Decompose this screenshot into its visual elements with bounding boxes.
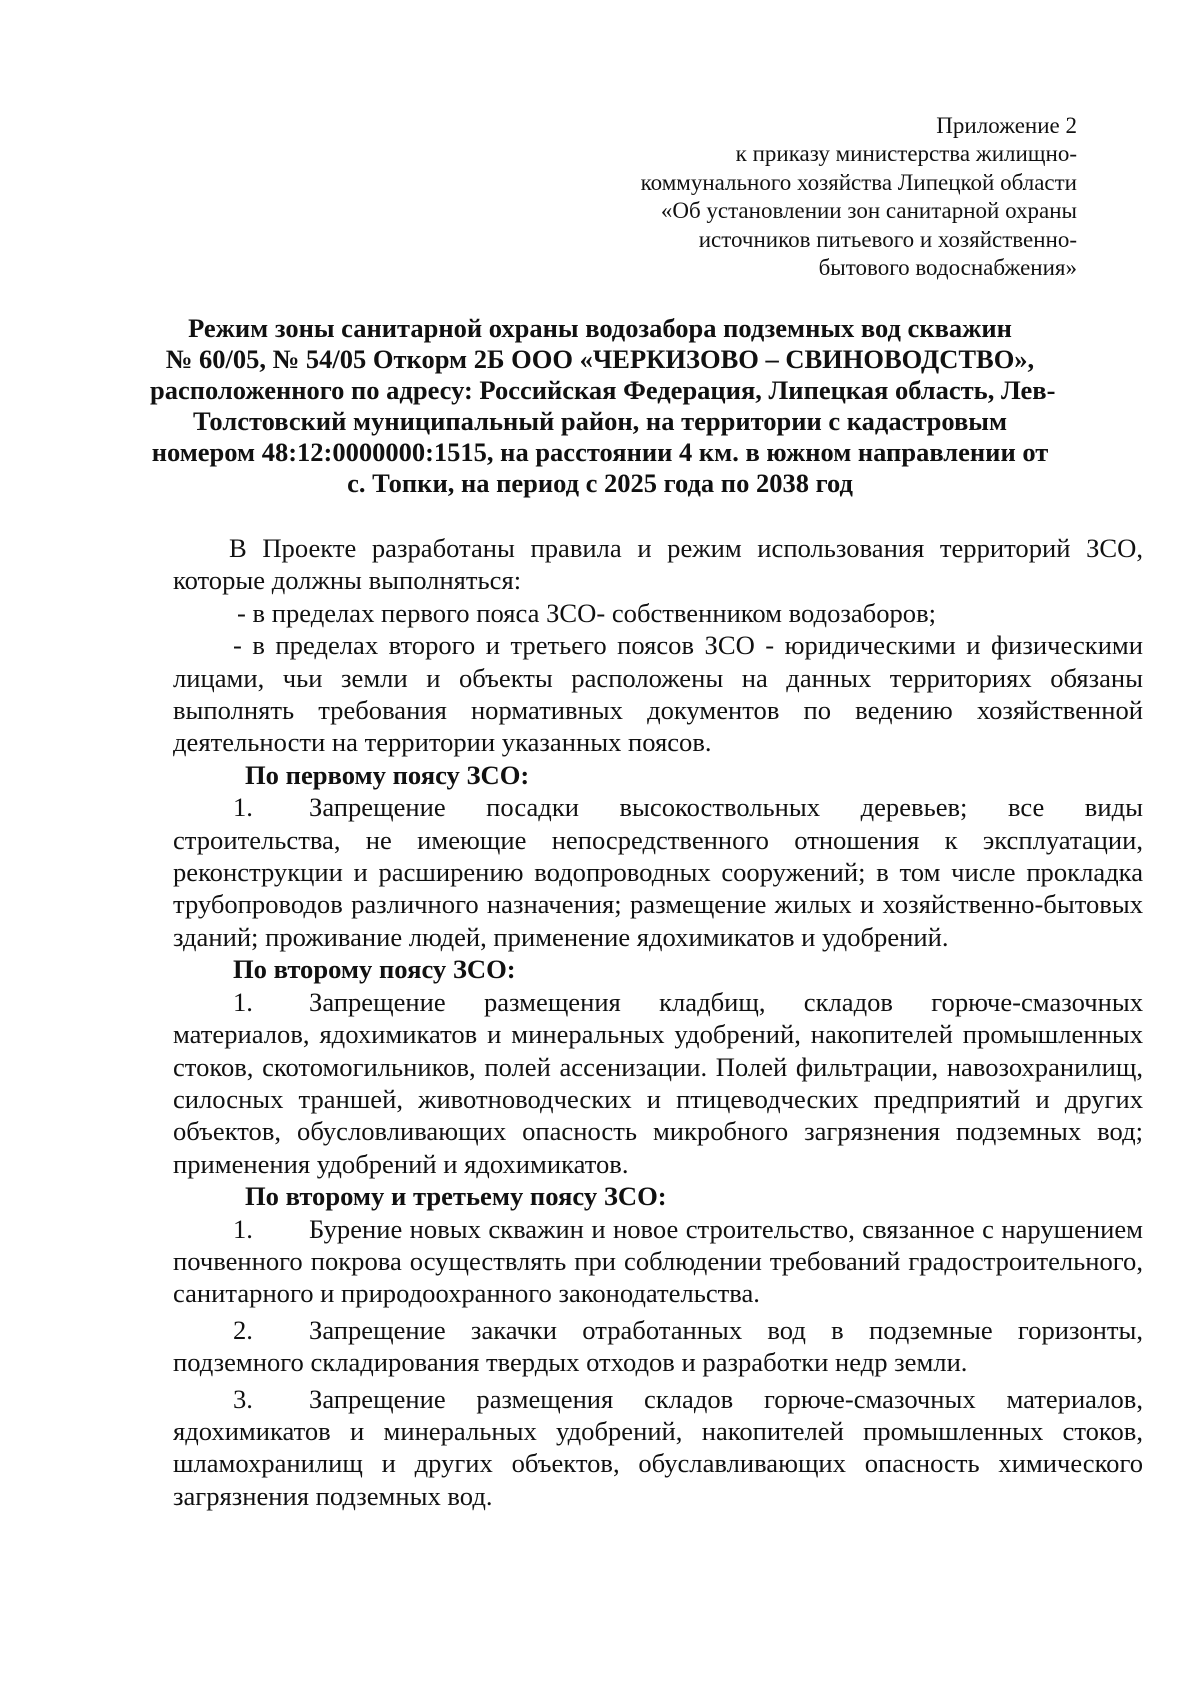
- list-item: [173, 1314, 1143, 1379]
- item-number: 3.: [233, 1383, 253, 1414]
- item-text: Запрещение размещения складов горюче-смазочных материалов, ядохимикатов и минеральных удобрений, накопителей промышленных стоков, шламохранилищ и других объектов, обуславливающих опасность химического загрязнения подземных вод.: [173, 1383, 1143, 1511]
- item-text: Запрещение посадки высокоствольных деревьев; все виды строительства, не имеющие непосредственного отношения к эксплуатации, реконструкции и расширению водопроводных сооружений; в том числе прокладка трубопроводов различного назначения; размещение жилых и хозяйственно-бытовых зданий; проживание людей, применение ядохимикатов и удобрений.: [173, 792, 1143, 952]
- appendix-line: «Об установлении зон санитарной охраны: [660, 198, 1077, 224]
- appendix-line: коммунального хозяйства Липецкой области: [640, 169, 1077, 195]
- section-heading-first-zone: По первому поясу ЗСО:: [245, 759, 530, 790]
- title-line: Режим зоны санитарной охраны водозабора подземных вод скважин: [188, 313, 1012, 343]
- list-item: [173, 1383, 1143, 1513]
- title-line: Толстовский муниципальный район, на территории с кадастровым: [192, 406, 1008, 436]
- title-line: с. Топки, на период с 2025 года по 2038 год: [347, 468, 853, 498]
- list-item: [173, 986, 1143, 1180]
- section-heading-second-third-zone: По второму и третьему поясу ЗСО:: [245, 1181, 667, 1212]
- document-title: [150, 313, 1056, 499]
- item-number: 2.: [233, 1314, 253, 1345]
- intro-bullet-second-third-zone: - в пределах второго и третьего поясов ЗСО - юридическими и физическими лицами, чьи земли и объекты расположены на данных территориях обязаны выполнять требования нормативных документов по ведению хозяйственной деятельности на территории указанных поясов.: [173, 630, 1143, 758]
- item-text: Запрещение размещения кладбищ, складов горюче-смазочных материалов, ядохимикатов и минеральных удобрений, накопителей промышленных стоков, скотомогильников, полей ассенизации. Полей фильтрации, навозохранилищ, силосных траншей, животноводческих и птицеводческих предприятий и других объектов, обусловливающих опасность микробного загрязнения подземных вод; применения удобрений и ядохимикатов.: [173, 986, 1143, 1179]
- appendix-line: источников питьевого и хозяйственно-: [698, 226, 1077, 252]
- intro-bullet-first-zone: - в пределах первого пояса ЗСО- собственником водозаборов;: [237, 597, 937, 628]
- appendix-line: к приказу министерства жилищно-: [735, 141, 1077, 167]
- item-number: 1.: [233, 792, 253, 823]
- appendix-header: [641, 112, 1077, 282]
- appendix-line: Приложение 2: [936, 113, 1077, 138]
- title-line: номером 48:12:0000000:1515, на расстоянии 4 км. в южном направлении от: [151, 437, 1049, 467]
- title-line: № 60/05, № 54/05 Откорм 2Б ООО «ЧЕРКИЗОВО – СВИНОВОДСТВО»,: [165, 344, 1035, 374]
- title-line: расположенного по адресу: Российская Федерация, Липецкая область, Лев-: [150, 375, 1056, 405]
- appendix-line: бытового водоснабжения»: [818, 255, 1077, 281]
- item-number: 1.: [233, 986, 253, 1017]
- list-item: [173, 1213, 1143, 1310]
- item-text: Запрещение закачки отработанных вод в подземные горизонты, подземного складирования твердых отходов и разработки недр земли.: [173, 1314, 1143, 1378]
- item-text: Бурение новых скважин и новое строительство, связанное с нарушением почвенного покрова осуществлять при соблюдении требований градостроительного, санитарного и природоохранного законодательства.: [173, 1213, 1143, 1309]
- list-item: [173, 791, 1143, 953]
- document-body: [173, 532, 1143, 1512]
- intro-paragraph: В Проекте разработаны правила и режим использования территорий ЗСО, которые должны выполняться:: [173, 533, 1143, 596]
- item-number: 1.: [233, 1213, 253, 1244]
- section-heading-second-zone: По второму поясу ЗСО:: [233, 954, 516, 985]
